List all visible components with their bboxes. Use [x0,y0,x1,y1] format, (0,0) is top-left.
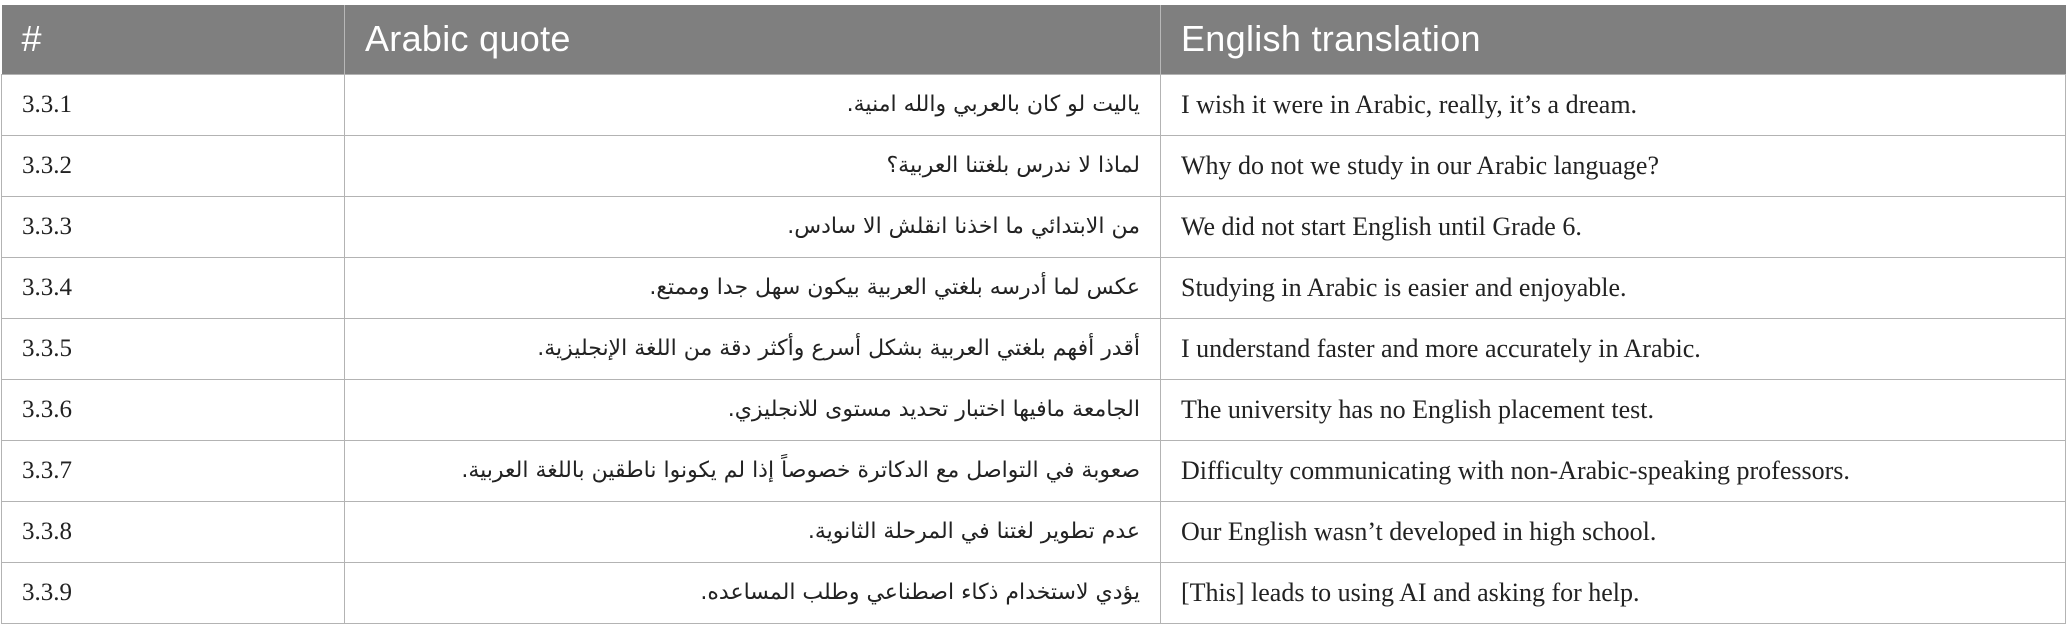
table-row [2,379,2066,440]
table-row [2,318,2066,379]
row-number: 3.3.8 [2,501,345,562]
arabic-quote: يؤدي لاستخدام ذكاء اصطناعي وطلب المساعده. [345,562,1161,623]
english-translation: Our English wasn’t developed in high school. [1161,501,2066,562]
row-number: 3.3.2 [2,135,345,196]
header-arabic-quote: Arabic quote [345,5,1161,74]
header-number: # [21,18,42,60]
arabic-quote: أقدر أفهم بلغتي العربية بشكل أسرع وأكثر دقة من اللغة الإنجليزية. [345,318,1161,379]
arabic-quote: عدم تطوير لغتنا في المرحلة الثانوية. [345,501,1161,562]
row-number: 3.3.7 [2,440,345,501]
arabic-quote: الجامعة مافيها اختبار تحديد مستوى للانجليزي. [345,379,1161,440]
table-row [2,135,2066,196]
row-number: 3.3.3 [2,196,345,257]
header-row [2,5,2066,74]
arabic-quote: عكس لما أدرسه بلغتي العربية بيكون سهل جدا وممتع. [345,257,1161,318]
row-number: 3.3.4 [2,257,345,318]
english-translation: Difficulty communicating with non-Arabic-speaking professors. [1161,440,2066,501]
table-body [2,74,2066,623]
english-translation: [This] leads to using AI and asking for help. [1161,562,2066,623]
arabic-quote: صعوبة في التواصل مع الدكاترة خصوصاً إذا لم يكونوا ناطقين باللغة العربية. [345,440,1161,501]
row-number: 3.3.5 [2,318,345,379]
table-row [2,440,2066,501]
english-translation: I understand faster and more accurately in Arabic. [1161,318,2066,379]
arabic-quote: ياليت لو كان بالعربي والله امنية. [345,74,1161,135]
english-translation: We did not start English until Grade 6. [1161,196,2066,257]
arabic-quote: لماذا لا ندرس بلغتنا العربية؟ [345,135,1161,196]
table-row [2,501,2066,562]
row-number: 3.3.9 [2,562,345,623]
english-translation: The university has no English placement test. [1161,379,2066,440]
english-translation: I wish it were in Arabic, really, it’s a dream. [1161,74,2066,135]
table-row [2,257,2066,318]
arabic-quote: من الابتدائي ما اخذنا انقلش الا سادس. [345,196,1161,257]
table-header [2,5,2066,74]
row-number: 3.3.1 [2,74,345,135]
english-translation: Studying in Arabic is easier and enjoyable. [1161,257,2066,318]
table-row [2,196,2066,257]
quotes-table [1,5,2066,624]
english-translation: Why do not we study in our Arabic language? [1161,135,2066,196]
row-number: 3.3.6 [2,379,345,440]
table-row [2,74,2066,135]
table-row [2,562,2066,623]
header-english-translation: English translation [1161,5,2066,74]
